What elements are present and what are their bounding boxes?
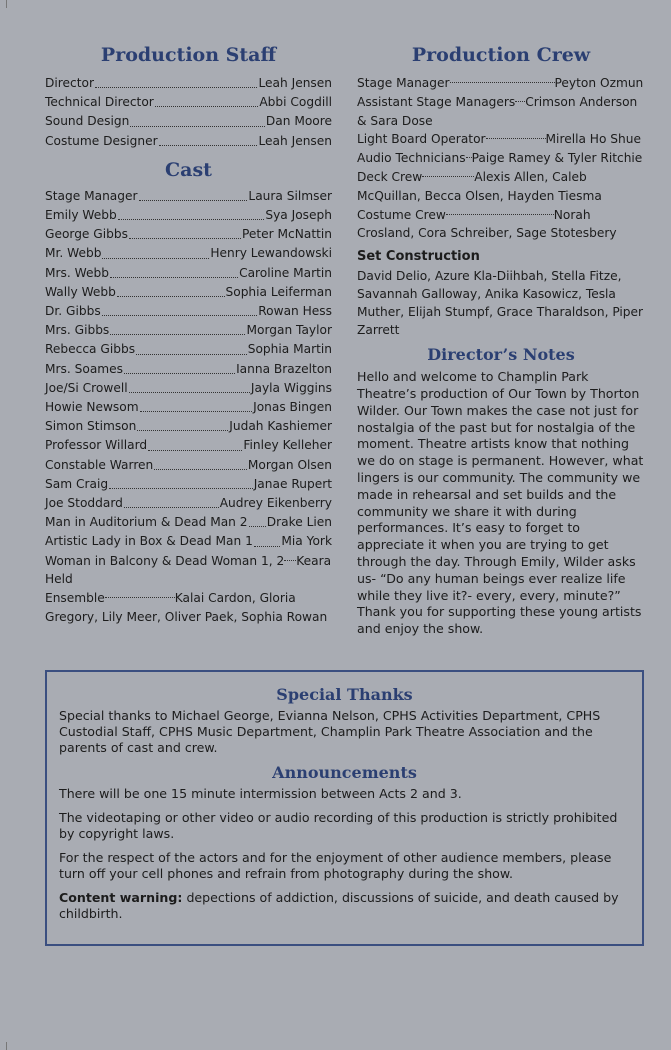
- dot-leader: [124, 507, 219, 508]
- credit-role: Stage Manager: [45, 188, 138, 203]
- credit-row: [45, 206, 332, 225]
- credit-row: [45, 132, 332, 151]
- credit-name: Ianna Brazelton: [236, 361, 332, 376]
- credit-name: Drake Lien: [266, 515, 332, 530]
- dot-leader: [446, 214, 554, 215]
- dot-leader: [254, 546, 281, 547]
- cast-list: [45, 187, 332, 627]
- credit-row: [45, 360, 332, 379]
- dot-leader: [110, 334, 245, 335]
- credit-row: [45, 398, 332, 417]
- credit-role: Emily Webb: [45, 208, 117, 223]
- dot-leader: [140, 411, 252, 412]
- credit-role: Mrs. Soames: [45, 361, 124, 376]
- credit-row: [45, 187, 332, 206]
- credit-name: Norah Crosland, Cora Schreiber, Sage Stotesbery: [357, 207, 617, 241]
- dot-leader: [109, 488, 253, 489]
- credit-role: Ensemble: [45, 591, 105, 606]
- dot-leader: [450, 82, 555, 83]
- credit-role: Sound Design: [45, 114, 130, 129]
- dot-leader: [95, 87, 258, 88]
- credit-role: Audio Technicians: [357, 151, 466, 166]
- credit-role: Dr. Gibbs: [45, 304, 101, 319]
- dot-leader: [155, 106, 259, 107]
- announcements-heading: Announcements: [272, 763, 417, 782]
- credit-row-wrapped: [45, 552, 332, 590]
- credit-role: George Gibbs: [45, 227, 128, 242]
- dot-leader: [130, 126, 265, 127]
- credit-name: Caroline Martin: [239, 265, 332, 280]
- credit-role: Artistic Lady in Box & Dead Man 1: [45, 534, 253, 549]
- crop-mark: [0, 0, 7, 8]
- dot-leader: [422, 176, 474, 177]
- set-construction-heading: Set Construction: [357, 249, 480, 265]
- credit-row-wrapped: [357, 168, 645, 206]
- credit-row: [45, 321, 332, 340]
- credit-name: Judah Kashiemer: [229, 419, 332, 434]
- credit-row: [45, 74, 332, 93]
- credit-name: Alexis Allen, Caleb McQuillan, Becca Olsen, Hayden Tiesma: [357, 169, 602, 203]
- left-column: [45, 42, 332, 627]
- credit-name: Sya Joseph: [265, 208, 332, 223]
- credit-name: Dan Moore: [265, 114, 332, 129]
- staff-list: [45, 74, 332, 151]
- credit-name: Keara Held: [45, 553, 332, 587]
- credit-row-wrapped: [357, 74, 645, 93]
- dot-leader: [486, 138, 546, 139]
- credit-row-wrapped: [45, 589, 332, 627]
- credit-role: Howie Newsom: [45, 400, 139, 415]
- right-column: [357, 42, 645, 638]
- set-construction-names: David Delio, Azure Kla-Diihbah, Stella Fitze, Savannah Galloway, Anika Kasowicz, Tesla Muther, Elijah Stumpf, Grace Tharaldson, Piper Zarrett: [357, 269, 644, 338]
- content-warning-text: depections of addiction, discussions of suicide, and death caused by childbirth.: [59, 890, 619, 921]
- credit-name: Audrey Eikenberry: [219, 496, 332, 511]
- credit-name: Janae Rupert: [253, 476, 332, 491]
- credit-name: Morgan Taylor: [246, 323, 332, 338]
- dot-leader: [118, 219, 265, 220]
- dot-leader: [136, 354, 247, 355]
- credit-role: Rebecca Gibbs: [45, 342, 136, 357]
- directors-notes-text: Hello and welcome to Champlin Park Theatre’s production of Our Town by Thorton Wilder. Our Town makes the case not just for nostalgia of the past but for nostalgia of the moment. Theatre artists know that nothing we do on stage is permanent. However, what lingers is our community. The community we made in rehearsal and set builds and the community we share it with during performances. It’s easy to forget to appreciate it when you are trying to get through the day. Through Emily, Wilder asks us- “Do any human beings ever realize life while they live it?- every, every, minute?” Thank you for supporting these young artists and enjoy the show.: [357, 369, 644, 637]
- credit-row-wrapped: [357, 149, 645, 168]
- credit-name: Mia York: [281, 534, 332, 549]
- credit-row: [45, 244, 332, 263]
- credit-role: Mrs. Gibbs: [45, 323, 110, 338]
- dot-leader: [139, 200, 248, 201]
- dot-leader: [105, 597, 175, 598]
- credit-role: Costume Designer: [45, 133, 158, 148]
- credit-role: Mrs. Webb: [45, 265, 109, 280]
- credit-role: Assistant Stage Managers: [357, 94, 516, 109]
- dot-leader: [102, 315, 258, 316]
- dot-leader: [159, 145, 258, 146]
- announcement-item: The videotaping or other video or audio recording of this production is strictly prohibited by copyright laws.: [59, 810, 618, 841]
- dot-leader: [117, 296, 225, 297]
- credit-name: Leah Jensen: [258, 76, 332, 90]
- credit-role: Woman in Balcony & Dead Woman 1, 2: [45, 553, 285, 568]
- content-warning-label: Content warning:: [59, 890, 183, 905]
- credit-row: [45, 532, 332, 551]
- credit-role: Stage Manager: [357, 76, 450, 90]
- credit-name: Kalai Cardon, Gloria Gregory, Lily Meer, Oliver Paek, Sophia Rowan: [45, 591, 328, 625]
- dot-leader: [129, 392, 250, 393]
- credit-name: Finley Kelleher: [243, 438, 332, 453]
- credit-role: Man in Auditorium & Dead Man 2: [45, 515, 248, 530]
- announcements-list: [59, 786, 630, 882]
- credit-name: Henry Lewandowski: [210, 246, 332, 261]
- credit-name: Abbi Cogdill: [259, 95, 332, 110]
- special-thanks-heading: Special Thanks: [276, 685, 413, 704]
- credit-name: Crimson Anderson & Sara Dose: [357, 94, 638, 128]
- credit-role: Light Board Operator: [357, 132, 486, 147]
- credit-name: Jonas Bingen: [253, 400, 332, 415]
- credit-name: Peyton Ozmun: [554, 76, 644, 90]
- credit-role: Constable Warren: [45, 457, 154, 472]
- dot-leader: [102, 258, 209, 259]
- directors-notes-heading: Director’s Notes: [427, 345, 575, 365]
- credit-row: [45, 93, 332, 112]
- dot-leader: [148, 450, 242, 451]
- dot-leader: [110, 277, 238, 278]
- credit-role: Professor Willard: [45, 438, 148, 453]
- credit-row: [45, 112, 332, 131]
- credit-row: [45, 494, 332, 513]
- dot-leader: [284, 560, 296, 561]
- credit-name: Jayla Wiggins: [250, 380, 332, 395]
- announcement-item: For the respect of the actors and for the enjoyment of other audience members, please turn off your cell phones and refrain from photography during the show.: [59, 850, 612, 881]
- credit-row: [45, 417, 332, 436]
- credit-row: [45, 225, 332, 244]
- credit-name: Paige Ramey & Tyler Ritchie: [471, 151, 643, 166]
- credit-role: Simon Stimson: [45, 419, 137, 434]
- content-warning: [59, 890, 630, 922]
- credit-name: Sophia Leiferman: [225, 284, 332, 299]
- credit-role: Wally Webb: [45, 284, 116, 299]
- dot-leader: [154, 469, 247, 470]
- announcement-item: There will be one 15 minute intermission between Acts 2 and 3.: [59, 786, 462, 801]
- credit-name: Morgan Olsen: [247, 457, 332, 472]
- crop-mark: [0, 1042, 7, 1050]
- credit-role: Technical Director: [45, 95, 154, 110]
- credit-name: Peter McNattin: [241, 227, 332, 242]
- credit-row: [45, 379, 332, 398]
- cast-heading: Cast: [165, 158, 212, 181]
- thanks-announcements-box: [45, 670, 644, 946]
- credit-role: Joe Stoddard: [45, 496, 123, 511]
- credit-row: [45, 475, 332, 494]
- dot-leader: [129, 238, 241, 239]
- credit-role: Costume Crew: [357, 207, 446, 222]
- dot-leader: [515, 101, 525, 102]
- special-thanks-text: Special thanks to Michael George, Evianna Nelson, CPHS Activities Department, CPHS Custodial Staff, CPHS Music Department, Champlin Park Theatre Association and the parents of cast and crew.: [59, 708, 601, 755]
- credit-row-wrapped: [357, 206, 645, 244]
- credit-role: Joe/Si Crowell: [45, 380, 128, 395]
- crew-list: [357, 74, 645, 243]
- credit-role: Mr. Webb: [45, 246, 102, 261]
- credit-name: Leah Jensen: [258, 133, 332, 148]
- credit-row: [45, 436, 332, 455]
- credit-row: [45, 283, 332, 302]
- credit-row: [45, 456, 332, 475]
- production-staff-heading: Production Staff: [100, 44, 277, 66]
- credit-name: Rowan Hess: [258, 304, 332, 319]
- dot-leader: [137, 430, 228, 431]
- credit-row: [45, 340, 332, 359]
- credit-row: [45, 302, 332, 321]
- credit-name: Mirella Ho Shue: [545, 132, 641, 147]
- credit-role: Deck Crew: [357, 169, 423, 184]
- credit-row-wrapped: [357, 93, 645, 131]
- production-crew-heading: Production Crew: [411, 44, 591, 66]
- credit-role: Director: [45, 76, 94, 90]
- credit-row: [45, 513, 332, 532]
- credit-row-wrapped: [357, 130, 645, 149]
- credit-name: Sophia Martin: [247, 342, 332, 357]
- credit-name: Laura Silmser: [248, 188, 332, 203]
- credit-row: [45, 264, 332, 283]
- credit-role: Sam Craig: [45, 476, 109, 491]
- dot-leader: [249, 526, 266, 527]
- dot-leader: [124, 373, 235, 374]
